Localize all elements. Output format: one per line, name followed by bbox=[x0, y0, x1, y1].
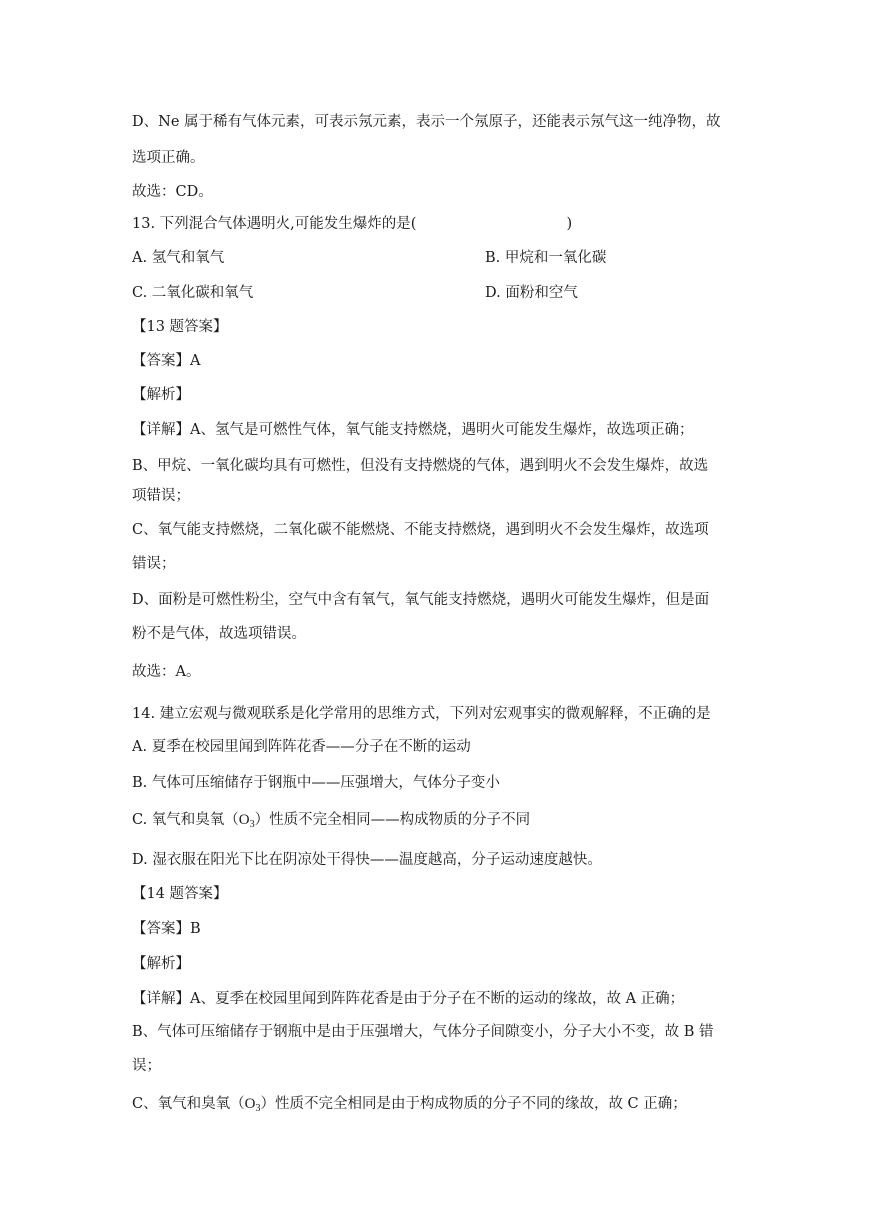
q13-detail-line: 【详解】A、氢气是可燃性气体，氧气能支持燃烧，遇明火可能发生爆炸，故选项正确； bbox=[132, 422, 694, 438]
q14-answer: 【答案】B bbox=[132, 921, 201, 937]
q13-detail-line: D、面粉是可燃性粉尘，空气中含有氧气，氧气能支持燃烧，遇明火可能发生爆炸，但是面 bbox=[132, 592, 710, 608]
q13-detail-line: 错误； bbox=[132, 556, 176, 572]
q13-option-d: D. 面粉和空气 bbox=[485, 285, 578, 301]
q13-option-c: C. 二氧化碳和氧气 bbox=[132, 285, 254, 301]
q13-answer-header: 【13 题答案】 bbox=[132, 319, 228, 335]
ozone-formula: $O_3$ bbox=[238, 812, 255, 830]
q14-answer-header: 【14 题答案】 bbox=[132, 886, 228, 902]
q13-answer: 【答案】A bbox=[132, 353, 201, 369]
q13-option-b: B. 甲烷和一氧化碳 bbox=[485, 250, 607, 266]
q14-analysis-header: 【解析】 bbox=[132, 956, 190, 972]
q14-option-c-text: C. 氧气和臭氧（ bbox=[132, 812, 239, 828]
q14-option-c bbox=[132, 810, 530, 830]
q13-detail-line: C、氧气能支持燃烧，二氧化碳不能燃烧、不能支持燃烧，遇到明火不会发生爆炸，故选项 bbox=[132, 522, 709, 538]
q14-detail-b-line1: B、气体可压缩储存于钢瓶中是由于压强增大，气体分子间隙变小，分子大小不变，故 B 错 bbox=[132, 1024, 714, 1040]
q14-option-b: B. 气体可压缩储存于钢瓶中——压强增大，气体分子变小 bbox=[132, 775, 500, 791]
q13-stem-text: 13. 下列混合气体遇明火,可能发生爆炸的是( bbox=[132, 216, 417, 232]
q13-stem bbox=[132, 214, 572, 234]
q14-detail-c-rest: ）性质不完全相同是由于构成物质的分子不同的缘故，故 C 正确； bbox=[260, 1096, 687, 1112]
q14-option-c-rest: ）性质不完全相同——构成物质的分子不同 bbox=[254, 812, 531, 828]
q14-detail-a: 【详解】A、夏季在校园里闻到阵阵花香是由于分子在不断的运动的缘故，故 A 正确； bbox=[132, 991, 685, 1007]
q12-answer: 故选：CD。 bbox=[132, 184, 213, 200]
q12-option-d-line1: D、Ne 属于稀有气体元素，可表示氖元素，表示一个氖原子，还能表示氖气这一纯净物，故 bbox=[132, 114, 721, 130]
q13-detail-line: B、甲烷、一氧化碳均具有可燃性，但没有支持燃烧的气体，遇到明火不会发生爆炸，故选 bbox=[132, 458, 709, 474]
q13-conclusion: 故选：A。 bbox=[132, 664, 201, 680]
q13-analysis-header: 【解析】 bbox=[132, 387, 190, 403]
q14-detail-c bbox=[132, 1094, 687, 1114]
q12-option-d-line2: 选项正确。 bbox=[132, 150, 205, 166]
q14-detail-c-text: C、氧气和臭氧（ bbox=[132, 1096, 245, 1112]
q13-stem-close: ) bbox=[566, 216, 573, 232]
q14-detail-b-line2: 误； bbox=[132, 1058, 161, 1074]
q13-detail-line: 粉不是气体，故选项错误。 bbox=[132, 626, 306, 642]
ozone-formula: $O_3$ bbox=[244, 1096, 261, 1114]
q14-option-a: A. 夏季在校园里闻到阵阵花香——分子在不断的运动 bbox=[132, 739, 471, 755]
q13-option-a: A. 氢气和氧气 bbox=[132, 250, 225, 266]
q14-option-d: D. 湿衣服在阳光下比在阴凉处干得快——温度越高，分子运动速度越快。 bbox=[132, 852, 602, 868]
q14-stem: 14. 建立宏观与微观联系是化学常用的思维方式，下列对宏观事实的微观解释，不正确的是 bbox=[132, 706, 711, 722]
q13-detail-line: 项错误； bbox=[132, 488, 190, 504]
